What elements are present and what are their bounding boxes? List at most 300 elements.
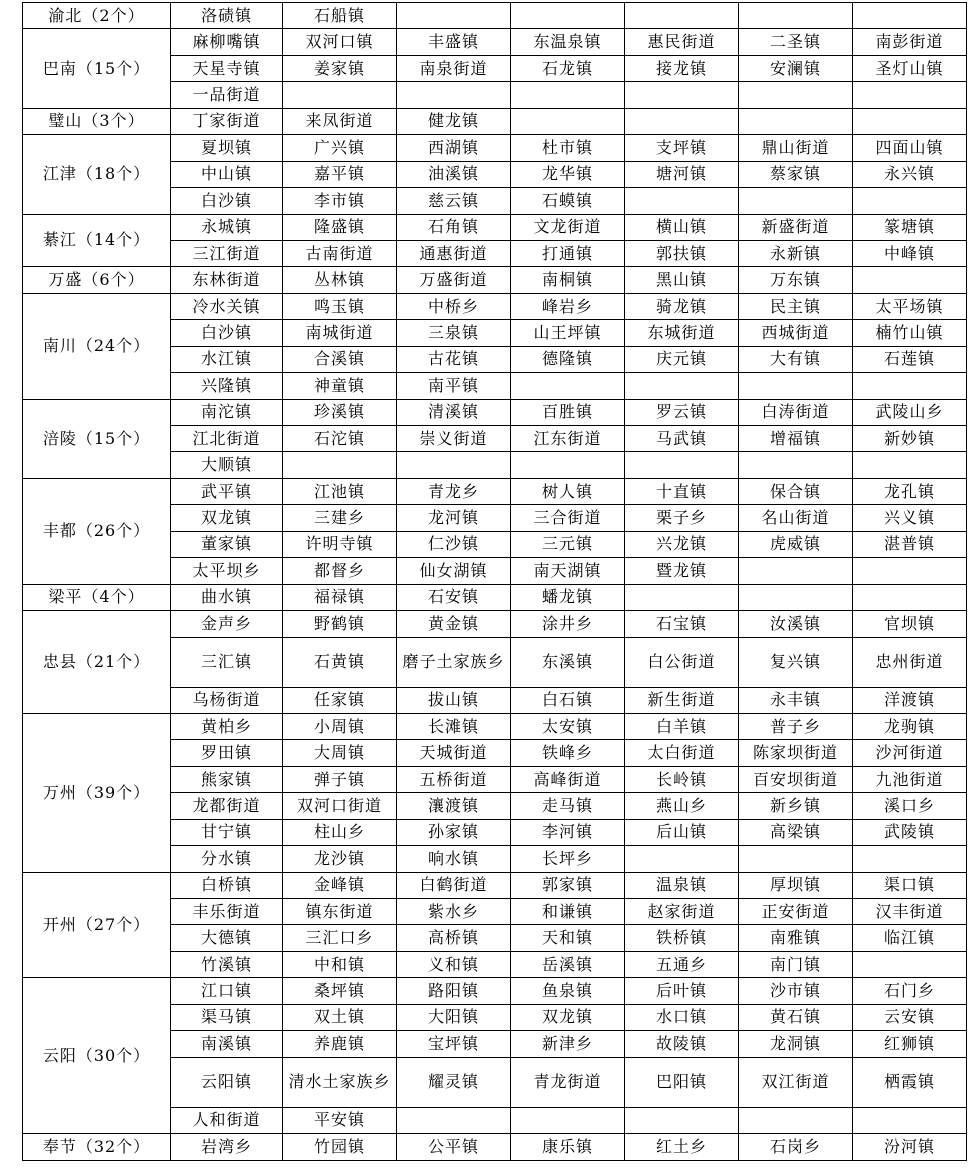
township-cell: 湛普镇	[853, 531, 967, 557]
township-cell	[853, 1107, 967, 1133]
township-cell: 大德镇	[171, 925, 283, 951]
township-cell: 健龙镇	[397, 108, 511, 134]
township-cell: 庆元镇	[625, 346, 739, 372]
township-cell: 石宝镇	[625, 611, 739, 637]
township-cell: 义和镇	[397, 951, 511, 977]
township-cell: 保合镇	[739, 478, 853, 504]
township-cell: 罗田镇	[171, 740, 283, 766]
township-cell: 来凤街道	[283, 108, 397, 134]
township-cell: 洋渡镇	[853, 687, 967, 713]
township-cell: 走马镇	[511, 793, 625, 819]
township-cell: 石门乡	[853, 978, 967, 1004]
township-cell: 蟠龙镇	[511, 584, 625, 610]
township-cell: 临江镇	[853, 925, 967, 951]
table-row	[23, 713, 967, 739]
township-cell: 二圣镇	[739, 29, 853, 55]
township-cell	[739, 452, 853, 478]
township-cell: 白沙镇	[171, 188, 283, 214]
township-cell: 响水镇	[397, 846, 511, 872]
township-cell: 新妙镇	[853, 426, 967, 452]
township-cell: 福禄镇	[283, 584, 397, 610]
township-cell: 五通乡	[625, 951, 739, 977]
township-cell	[625, 373, 739, 399]
township-cell: 太平场镇	[853, 293, 967, 319]
township-cell: 金声乡	[171, 611, 283, 637]
township-cell: 李河镇	[511, 819, 625, 845]
township-cell: 石龙镇	[511, 55, 625, 81]
township-cell: 正安街道	[739, 899, 853, 925]
township-cell: 鼎山街道	[739, 135, 853, 161]
township-cell: 黑山镇	[625, 267, 739, 293]
township-cell: 百胜镇	[511, 399, 625, 425]
township-cell: 白鹤街道	[397, 872, 511, 898]
region-name: 云阳（30个）	[23, 978, 171, 1134]
township-cell: 长岭镇	[625, 766, 739, 792]
township-cell: 渠马镇	[171, 1004, 283, 1030]
township-cell: 都督乡	[283, 558, 397, 584]
township-cell	[853, 951, 967, 977]
region-name: 巴南（15个）	[23, 29, 171, 108]
township-cell: 汝溪镇	[739, 611, 853, 637]
township-cell: 桑坪镇	[283, 978, 397, 1004]
township-cell: 青龙乡	[397, 478, 511, 504]
township-cell	[853, 188, 967, 214]
township-cell: 天城街道	[397, 740, 511, 766]
township-cell: 高梁镇	[739, 819, 853, 845]
township-cell	[853, 558, 967, 584]
township-cell: 石船镇	[283, 3, 397, 29]
township-cell: 接龙镇	[625, 55, 739, 81]
township-cell: 许明寺镇	[283, 531, 397, 557]
township-cell: 弹子镇	[283, 766, 397, 792]
township-cell: 夏坝镇	[171, 135, 283, 161]
township-cell: 篆塘镇	[853, 214, 967, 240]
township-cell	[853, 108, 967, 134]
township-cell: 平安镇	[283, 1107, 397, 1133]
township-cell: 栖霞镇	[853, 1057, 967, 1107]
township-cell: 太安镇	[511, 713, 625, 739]
table-row	[23, 399, 967, 425]
township-cell	[283, 452, 397, 478]
township-cell: 铁峰乡	[511, 740, 625, 766]
township-cell: 慈云镇	[397, 188, 511, 214]
region-name: 奉节（32个）	[23, 1134, 171, 1160]
township-cell: 三汇镇	[171, 637, 283, 687]
township-cell: 董家镇	[171, 531, 283, 557]
township-cell: 后山镇	[625, 819, 739, 845]
township-cell: 曲水镇	[171, 584, 283, 610]
township-cell: 云安镇	[853, 1004, 967, 1030]
township-cell: 陈家坝街道	[739, 740, 853, 766]
township-cell: 冷水关镇	[171, 293, 283, 319]
township-cell: 巴阳镇	[625, 1057, 739, 1107]
region-name: 丰都（26个）	[23, 478, 171, 584]
township-cell: 普子乡	[739, 713, 853, 739]
township-cell: 四面山镇	[853, 135, 967, 161]
township-cell: 高桥镇	[397, 925, 511, 951]
region-name: 江津（18个）	[23, 135, 171, 214]
region-name: 南川（24个）	[23, 293, 171, 399]
township-cell	[511, 373, 625, 399]
township-cell: 栗子乡	[625, 505, 739, 531]
township-cell	[625, 82, 739, 108]
township-cell: 水口镇	[625, 1004, 739, 1030]
table-row	[23, 478, 967, 504]
township-cell: 三元镇	[511, 531, 625, 557]
township-cell	[739, 373, 853, 399]
township-cell: 龙驹镇	[853, 713, 967, 739]
township-cell: 古花镇	[397, 346, 511, 372]
township-cell: 渠口镇	[853, 872, 967, 898]
township-cell: 柱山乡	[283, 819, 397, 845]
township-table	[22, 2, 967, 1161]
table-row	[23, 29, 967, 55]
township-cell: 康乐镇	[511, 1134, 625, 1160]
township-cell: 杜市镇	[511, 135, 625, 161]
township-cell: 兴龙镇	[625, 531, 739, 557]
township-cell: 嘉平镇	[283, 161, 397, 187]
township-cell: 峰岩乡	[511, 293, 625, 319]
township-cell	[625, 108, 739, 134]
township-cell: 乌杨街道	[171, 687, 283, 713]
township-cell: 后叶镇	[625, 978, 739, 1004]
table-row	[23, 267, 967, 293]
township-cell: 仙女湖镇	[397, 558, 511, 584]
township-cell: 油溪镇	[397, 161, 511, 187]
township-cell: 双土镇	[283, 1004, 397, 1030]
township-cell: 民主镇	[739, 293, 853, 319]
township-cell: 南雅镇	[739, 925, 853, 951]
township-cell: 东温泉镇	[511, 29, 625, 55]
township-cell: 洛碛镇	[171, 3, 283, 29]
township-cell: 德隆镇	[511, 346, 625, 372]
township-cell: 人和街道	[171, 1107, 283, 1133]
township-cell: 永城镇	[171, 214, 283, 240]
township-cell: 南城街道	[283, 320, 397, 346]
township-cell: 郭扶镇	[625, 240, 739, 266]
township-cell: 横山镇	[625, 214, 739, 240]
township-cell: 蔡家镇	[739, 161, 853, 187]
township-cell: 宝坪镇	[397, 1031, 511, 1057]
township-cell: 鸣玉镇	[283, 293, 397, 319]
township-cell: 野鹤镇	[283, 611, 397, 637]
township-cell: 镇东街道	[283, 899, 397, 925]
table-row	[23, 108, 967, 134]
township-cell	[853, 452, 967, 478]
region-name: 万州（39个）	[23, 713, 171, 872]
township-cell	[739, 1107, 853, 1133]
region-name: 渝北（2个）	[23, 3, 171, 29]
township-cell	[511, 1107, 625, 1133]
township-cell: 丰盛镇	[397, 29, 511, 55]
township-cell: 石角镇	[397, 214, 511, 240]
township-cell: 大顺镇	[171, 452, 283, 478]
township-cell: 竹园镇	[283, 1134, 397, 1160]
township-cell: 大阳镇	[397, 1004, 511, 1030]
township-cell: 双龙镇	[511, 1004, 625, 1030]
township-cell: 南平镇	[397, 373, 511, 399]
township-cell: 石莲镇	[853, 346, 967, 372]
township-cell: 东溪镇	[511, 637, 625, 687]
township-cell: 永新镇	[739, 240, 853, 266]
township-cell	[625, 3, 739, 29]
township-cell: 江东街道	[511, 426, 625, 452]
township-cell: 龙华镇	[511, 161, 625, 187]
township-cell: 山王坪镇	[511, 320, 625, 346]
township-cell: 龙孔镇	[853, 478, 967, 504]
township-cell: 新生街道	[625, 687, 739, 713]
township-cell: 兴义镇	[853, 505, 967, 531]
township-cell: 分水镇	[171, 846, 283, 872]
township-cell: 郭家镇	[511, 872, 625, 898]
township-cell: 太平坝乡	[171, 558, 283, 584]
township-cell: 清水土家族乡	[283, 1057, 397, 1107]
township-cell: 马武镇	[625, 426, 739, 452]
township-cell: 神童镇	[283, 373, 397, 399]
township-cell: 树人镇	[511, 478, 625, 504]
township-cell: 骑龙镇	[625, 293, 739, 319]
township-cell: 楠竹山镇	[853, 320, 967, 346]
township-cell: 长滩镇	[397, 713, 511, 739]
township-cell: 南彭街道	[853, 29, 967, 55]
township-cell	[625, 188, 739, 214]
township-cell: 中山镇	[171, 161, 283, 187]
table-row	[23, 293, 967, 319]
township-cell: 竹溪镇	[171, 951, 283, 977]
township-cell: 黄石镇	[739, 1004, 853, 1030]
township-cell: 三泉镇	[397, 320, 511, 346]
township-cell: 双江街道	[739, 1057, 853, 1107]
township-cell: 三江街道	[171, 240, 283, 266]
township-cell: 长坪乡	[511, 846, 625, 872]
township-cell: 兴隆镇	[171, 373, 283, 399]
township-cell: 温泉镇	[625, 872, 739, 898]
township-cell: 支坪镇	[625, 135, 739, 161]
township-cell: 中桥乡	[397, 293, 511, 319]
township-cell: 三合街道	[511, 505, 625, 531]
township-cell: 南天湖镇	[511, 558, 625, 584]
township-cell	[739, 188, 853, 214]
township-cell: 东城街道	[625, 320, 739, 346]
township-cell: 岳溪镇	[511, 951, 625, 977]
township-cell: 南桐镇	[511, 267, 625, 293]
township-cell: 合溪镇	[283, 346, 397, 372]
township-cell: 永丰镇	[739, 687, 853, 713]
township-cell: 新乡镇	[739, 793, 853, 819]
township-cell: 汉丰街道	[853, 899, 967, 925]
township-cell: 瀼渡镇	[397, 793, 511, 819]
township-cell	[739, 3, 853, 29]
township-cell: 龙洞镇	[739, 1031, 853, 1057]
township-cell: 古南街道	[283, 240, 397, 266]
table-row	[23, 872, 967, 898]
region-name: 璧山（3个）	[23, 108, 171, 134]
township-cell: 塘河镇	[625, 161, 739, 187]
table-row	[23, 214, 967, 240]
township-cell	[739, 846, 853, 872]
township-cell: 武陵山乡	[853, 399, 967, 425]
region-name: 梁平（4个）	[23, 584, 171, 610]
township-cell	[853, 373, 967, 399]
township-cell: 水江镇	[171, 346, 283, 372]
township-cell: 涂井乡	[511, 611, 625, 637]
township-cell: 天星寺镇	[171, 55, 283, 81]
township-cell: 安澜镇	[739, 55, 853, 81]
township-cell: 西湖镇	[397, 135, 511, 161]
township-cell: 丛林镇	[283, 267, 397, 293]
township-cell	[283, 82, 397, 108]
township-cell	[397, 452, 511, 478]
table-row	[23, 978, 967, 1004]
township-cell	[625, 846, 739, 872]
township-cell: 十直镇	[625, 478, 739, 504]
township-cell: 中和镇	[283, 951, 397, 977]
township-cell: 拔山镇	[397, 687, 511, 713]
township-cell: 百安坝街道	[739, 766, 853, 792]
township-cell: 路阳镇	[397, 978, 511, 1004]
township-cell: 耀灵镇	[397, 1057, 511, 1107]
table-row	[23, 135, 967, 161]
township-cell: 太白街道	[625, 740, 739, 766]
township-cell: 南泉街道	[397, 55, 511, 81]
township-cell: 三建乡	[283, 505, 397, 531]
township-cell: 中峰镇	[853, 240, 967, 266]
township-cell: 南门镇	[739, 951, 853, 977]
township-cell: 汾河镇	[853, 1134, 967, 1160]
township-cell	[397, 3, 511, 29]
township-cell	[853, 846, 967, 872]
township-cell: 故陵镇	[625, 1031, 739, 1057]
township-cell: 李市镇	[283, 188, 397, 214]
township-cell	[625, 584, 739, 610]
township-cell: 青龙街道	[511, 1057, 625, 1107]
township-cell: 忠州街道	[853, 637, 967, 687]
township-cell: 双河口镇	[283, 29, 397, 55]
township-cell: 麻柳嘴镇	[171, 29, 283, 55]
township-cell: 沙河街道	[853, 740, 967, 766]
township-cell	[739, 558, 853, 584]
township-cell: 小周镇	[283, 713, 397, 739]
township-cell: 溪口乡	[853, 793, 967, 819]
township-cell: 三汇口乡	[283, 925, 397, 951]
township-cell: 岩湾乡	[171, 1134, 283, 1160]
township-cell: 双河口街道	[283, 793, 397, 819]
township-cell: 永兴镇	[853, 161, 967, 187]
township-cell: 江池镇	[283, 478, 397, 504]
region-name: 开州（27个）	[23, 872, 171, 978]
region-name: 忠县（21个）	[23, 611, 171, 714]
township-cell: 暨龙镇	[625, 558, 739, 584]
township-cell: 鱼泉镇	[511, 978, 625, 1004]
region-name: 万盛（6个）	[23, 267, 171, 293]
township-cell: 清溪镇	[397, 399, 511, 425]
township-cell: 石岗乡	[739, 1134, 853, 1160]
township-cell: 白桥镇	[171, 872, 283, 898]
township-cell	[511, 108, 625, 134]
township-cell: 姜家镇	[283, 55, 397, 81]
township-cell	[853, 82, 967, 108]
township-cell: 新津乡	[511, 1031, 625, 1057]
township-cell: 武陵镇	[853, 819, 967, 845]
township-cell: 白涛街道	[739, 399, 853, 425]
township-cell: 武平镇	[171, 478, 283, 504]
township-cell: 增福镇	[739, 426, 853, 452]
township-cell	[511, 3, 625, 29]
township-cell: 珍溪镇	[283, 399, 397, 425]
township-cell	[739, 108, 853, 134]
township-cell	[625, 452, 739, 478]
township-cell: 任家镇	[283, 687, 397, 713]
township-cell: 双龙镇	[171, 505, 283, 531]
township-cell: 西城街道	[739, 320, 853, 346]
township-cell: 崇义街道	[397, 426, 511, 452]
township-cell: 圣灯山镇	[853, 55, 967, 81]
table-row	[23, 584, 967, 610]
township-cell: 丁家街道	[171, 108, 283, 134]
township-cell: 天和镇	[511, 925, 625, 951]
township-cell	[397, 82, 511, 108]
township-cell: 白羊镇	[625, 713, 739, 739]
township-cell: 南沱镇	[171, 399, 283, 425]
region-name: 涪陵（15个）	[23, 399, 171, 478]
township-cell: 沙市镇	[739, 978, 853, 1004]
township-cell: 甘宁镇	[171, 819, 283, 845]
township-cell	[853, 584, 967, 610]
township-cell: 公平镇	[397, 1134, 511, 1160]
table-body	[23, 3, 967, 1161]
region-name: 綦江（14个）	[23, 214, 171, 267]
township-cell: 厚坝镇	[739, 872, 853, 898]
township-cell: 龙沙镇	[283, 846, 397, 872]
township-cell: 黄金镇	[397, 611, 511, 637]
township-cell: 石沱镇	[283, 426, 397, 452]
township-cell: 白石镇	[511, 687, 625, 713]
township-cell: 红土乡	[625, 1134, 739, 1160]
township-cell: 石黄镇	[283, 637, 397, 687]
township-cell: 大有镇	[739, 346, 853, 372]
township-cell: 江口镇	[171, 978, 283, 1004]
township-cell: 文龙街道	[511, 214, 625, 240]
township-cell	[397, 1107, 511, 1133]
table-row	[23, 1134, 967, 1160]
township-cell: 万盛街道	[397, 267, 511, 293]
township-cell: 紫水乡	[397, 899, 511, 925]
township-cell	[625, 1107, 739, 1133]
township-cell: 白沙镇	[171, 320, 283, 346]
township-cell	[853, 267, 967, 293]
township-cell: 石蟆镇	[511, 188, 625, 214]
township-cell: 龙河镇	[397, 505, 511, 531]
township-cell: 金峰镇	[283, 872, 397, 898]
township-cell	[739, 584, 853, 610]
township-cell: 广兴镇	[283, 135, 397, 161]
township-cell: 熊家镇	[171, 766, 283, 792]
township-cell: 万东镇	[739, 267, 853, 293]
township-cell: 东林街道	[171, 267, 283, 293]
township-cell: 罗云镇	[625, 399, 739, 425]
township-cell: 惠民街道	[625, 29, 739, 55]
township-cell: 燕山乡	[625, 793, 739, 819]
township-cell	[739, 82, 853, 108]
township-cell: 新盛街道	[739, 214, 853, 240]
township-cell: 黄柏乡	[171, 713, 283, 739]
township-cell: 高峰街道	[511, 766, 625, 792]
township-cell: 通惠街道	[397, 240, 511, 266]
township-cell: 丰乐街道	[171, 899, 283, 925]
township-cell: 铁桥镇	[625, 925, 739, 951]
township-cell: 大周镇	[283, 740, 397, 766]
township-cell: 虎威镇	[739, 531, 853, 557]
